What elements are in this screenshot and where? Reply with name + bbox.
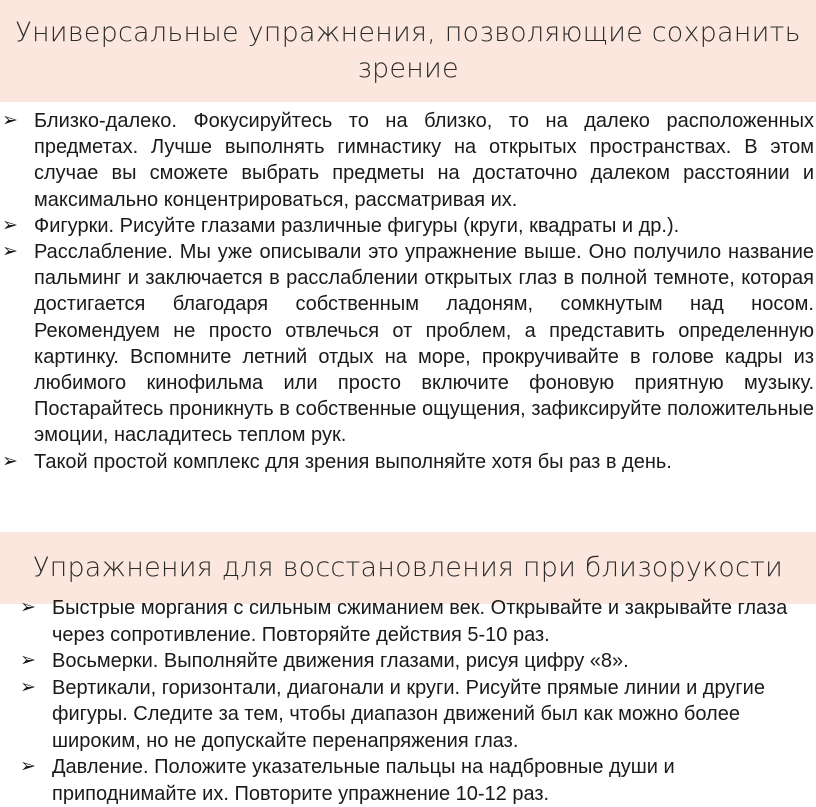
arrow-bullet-icon: ➢: [20, 597, 36, 618]
list-item-text: Близко-далеко. Фокусируйтесь то на близко, то на далеко расположенных предметах. Лучше выполнять гимнастику на открытых пространствах. В этом случае вы сможете выбрать предметы на достаточно далеком расстоянии и максимально концентрироваться, рассматривая их.: [34, 110, 814, 211]
list-item-text: Давление. Положите указательные пальцы на надбровные души и приподнимайте их. Повторите упражнение 10-12 раз.: [52, 756, 675, 805]
list-item-text: Быстрые моргания с сильным сжиманием век. Открывайте и закрывайте глаза через сопротивление. Повторяйте действия 5-10 раз.: [52, 597, 788, 646]
list-item-text: Вертикали, горизонтали, диагонали и круги. Рисуйте прямые линии и другие фигуры. Следите за тем, чтобы диапазон движений был как можно более широким, но не допускайте перенапряжения глаз.: [52, 676, 765, 752]
arrow-bullet-icon: ➢: [20, 756, 36, 777]
list-item-text: Восьмерки. Выполняйте движения глазами, рисуя цифру «8».: [52, 650, 629, 672]
list-item-text: Такой простой комплекс для зрения выполняйте хотя бы раз в день.: [34, 450, 672, 473]
arrow-bullet-icon: ➢: [2, 241, 18, 263]
list-item: [0, 213, 816, 239]
list-item: [0, 108, 816, 213]
list-item: [18, 595, 816, 648]
list-item: [0, 239, 816, 449]
list-item: [18, 754, 816, 807]
arrow-bullet-icon: ➢: [2, 214, 18, 236]
arrow-bullet-icon: ➢: [2, 110, 18, 131]
arrow-bullet-icon: ➢: [20, 676, 36, 698]
list-item: [18, 675, 816, 755]
slide-title: Упражнения для восстановления при близорукости: [0, 532, 816, 604]
arrow-bullet-icon: ➢: [20, 650, 36, 671]
list-item-text: Фигурки. Рисуйте глазами различные фигуры (круги, квадраты и др.).: [34, 214, 680, 237]
bullet-list: [18, 595, 816, 807]
bullet-list: [0, 108, 816, 475]
list-item: [0, 449, 816, 475]
slide-title: Универсальные упражнения, позволяющие сохранить зрение: [0, 0, 816, 102]
slide-myopia-exercises: [0, 520, 816, 807]
list-item-text: Расслабление. Мы уже описывали это упражнение выше. Оно получило название пальминг и заключается в расслаблении открытых глаз в полной темноте, которая достигается благодаря собственным ладоням, сомкнутым над носом. Рекомендуем не просто отвлечься от проблем, а представить определенную картинку. Вспомните летний отдых на море, прокручивайте в голове кадры из любимого кинофильма или просто включите фоновую приятную музыку. Постарайтесь проникнуть в собственные ощущения, зафиксируйте положительные эмоции, насладитесь теплом рук.: [34, 241, 814, 447]
list-item: [18, 648, 816, 675]
arrow-bullet-icon: ➢: [2, 450, 18, 472]
